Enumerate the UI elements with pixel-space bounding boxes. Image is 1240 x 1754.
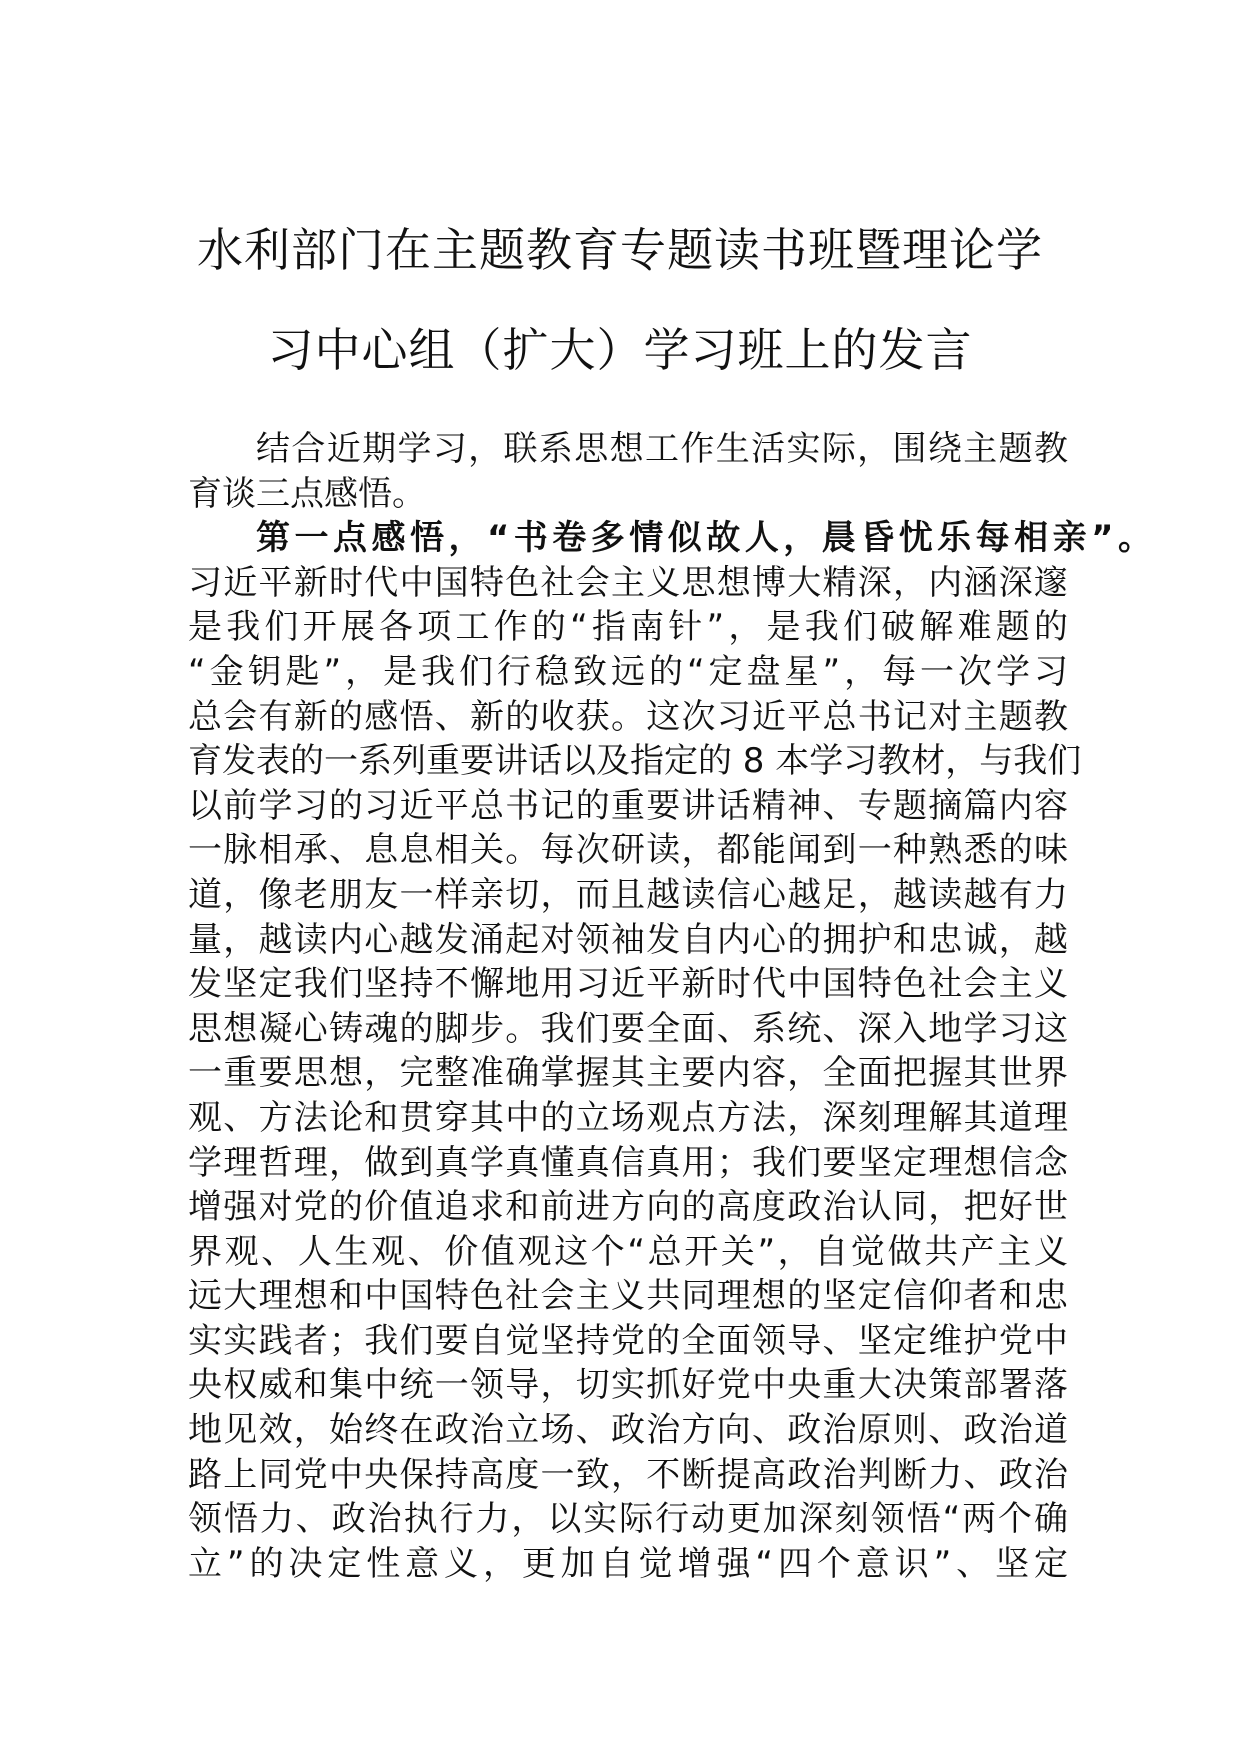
paragraph-intro-line: 结合近期学习，联系思想工作生活实际，围绕主题教	[256, 429, 1068, 469]
paragraph-line: 习近平新时代中国特色社会主义思想博大精深，内涵深邃	[188, 562, 1068, 603]
paragraph-line: 观、方法论和贯穿其中的立场观点方法，深刻理解其道理	[188, 1097, 1068, 1138]
paragraph-line: 领悟力、政治执行力，以实际行动更加深刻领悟“两个确	[188, 1499, 1068, 1540]
paragraph-line: 发坚定我们坚持不懈地用习近平新时代中国特色社会主义	[188, 964, 1068, 1005]
paragraph-line: 量，越读内心越发涌起对领袖发自内心的拥护和忠诚，越	[188, 919, 1068, 960]
document-body	[188, 427, 1152, 1586]
title-line-1: 水利部门在主题教育专题读书班暨理论学	[197, 223, 1043, 277]
paragraph-line: 增强对党的价值追求和前进方向的高度政治认同，把好世	[188, 1187, 1068, 1228]
paragraph-line: 以前学习的习近平总书记的重要讲话精神、专题摘篇内容	[188, 785, 1068, 826]
paragraph-line: “金钥匙”，是我们行稳致远的“定盘星”，每一次学习	[188, 651, 1068, 692]
paragraph-line: 央权威和集中统一领导，切实抓好党中央重大决策部署落	[188, 1365, 1068, 1406]
paragraph-line: 学理哲理，做到真学真懂真信真用；我们要坚定理想信念	[188, 1142, 1068, 1183]
paragraph-line: 界观、人生观、价值观这个“总开关”，自觉做共产主义	[188, 1231, 1068, 1272]
paragraph-line: 道，像老朋友一样亲切，而且越读信心越足，越读越有力	[188, 874, 1068, 915]
paragraph-line: 立”的决定性意义，更加自觉增强“四个意识”、坚定	[188, 1543, 1068, 1584]
paragraph-intro-line: 育谈三点感悟。	[188, 473, 426, 514]
paragraph-line: 远大理想和中国特色社会主义共同理想的坚定信仰者和忠	[188, 1276, 1068, 1317]
paragraph-line: 是我们开展各项工作的“指南针”，是我们破解难题的	[188, 607, 1068, 648]
title-line-2: 习中心组（扩大）学习班上的发言	[267, 323, 973, 377]
paragraph-line: 总会有新的感悟、新的收获。这次习近平总书记对主题教	[188, 696, 1068, 737]
paragraph-line: 一重要思想，完整准确掌握其主要内容，全面把握其世界	[188, 1053, 1068, 1094]
paragraph-line: 思想凝心铸魂的脚步。我们要全面、系统、深入地学习这	[188, 1008, 1068, 1049]
section-heading-first-insight: 第一点感悟，“书卷多情似故人，晨昏忧乐每相亲”。	[256, 518, 1152, 559]
paragraph-line: 育发表的一系列重要讲话以及指定的 8 本学习教材，与我们	[188, 741, 1082, 782]
paragraph-line: 实实践者；我们要自觉坚持党的全面领导、坚定维护党中	[188, 1320, 1068, 1361]
paragraph-line: 地见效，始终在政治立场、政治方向、政治原则、政治道	[188, 1410, 1068, 1451]
document-title	[150, 200, 1090, 400]
paragraph-line: 路上同党中央保持高度一致，不断提高政治判断力、政治	[188, 1454, 1068, 1495]
paragraph-line: 一脉相承、息息相关。每次研读，都能闻到一种熟悉的味	[188, 830, 1068, 871]
